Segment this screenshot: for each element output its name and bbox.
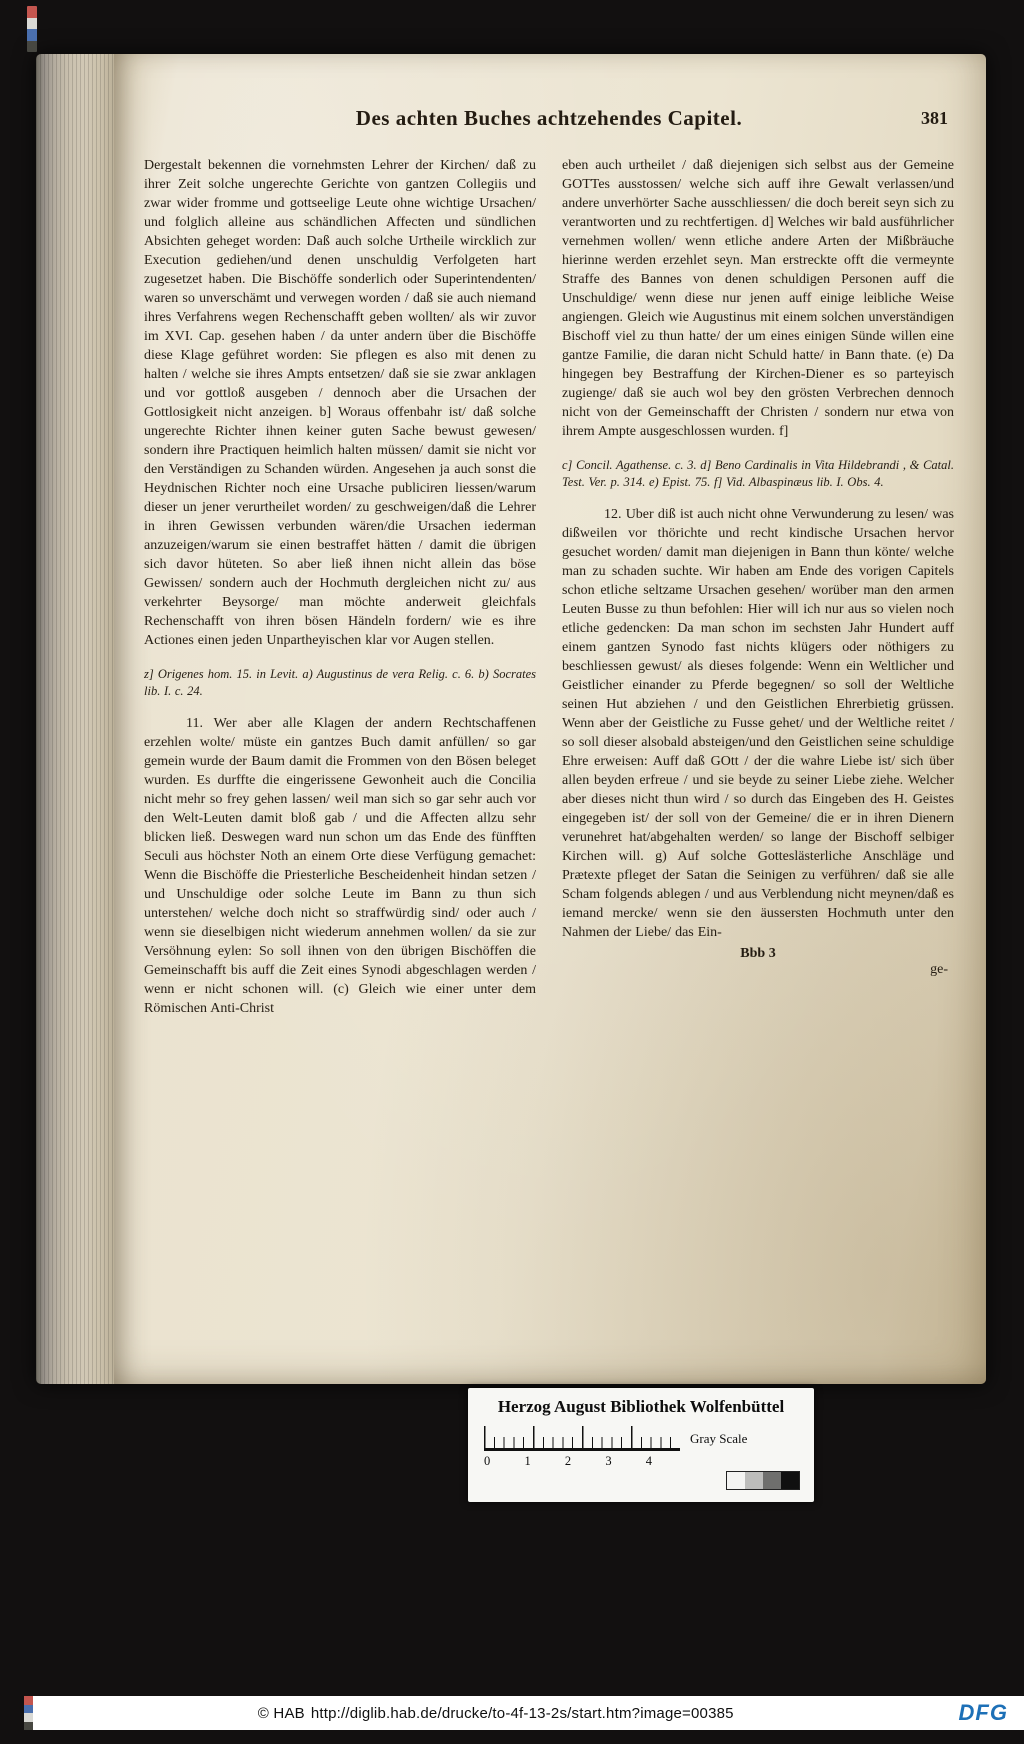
left-paragraph-2: 11. Wer aber alle Klagen der andern Rechtschaffenen erzehlen wolte/ müste ein gantzes Buch damit anfüllen/ so gar gemein wurde der Baum damit die Frommen von den Bösen beleget wurden. Es durffte die eingerissene Gewonheit auch die Concilia nicht mehr so frey gehen lassen/ weil man sich so gar sehr auch vor den Welt-Leuten damit bloß gab / und die Affecten allzu sehr blicken ließ. Deswegen ward nun schon um das Ende des fünfften Seculi aus höchster Noth an einem Orte diese Verfügung gemachet: Wenn die Bischöffe die Priesterliche Bescheidenheit hindan setzen / und Unschuldige oder solche Leute im Bann zu thun sich unterstehen/ welche doch nicht so straffwürdig sind/ oder auch / wenn sie dieselbigen nicht wiederum annehmen wollen/ da sie zur Versöhnung eylen: So soll ihnen von den übrigen Bischöffen die Gemeinschafft bis auff die Zeit eines Synodi abgeschlagen werden / wenn er nicht schonen will. (c) Gleich wie einer unter dem Römischen Anti-Christ xyxy=(144,716,536,1016)
color-calibration-strip-bottom xyxy=(24,1696,33,1730)
right-paragraph-1: eben auch urtheilet / daß diejenigen sich selbst aus der Gemeine GOTTes ausstossen/ welche sich auff ihre Gewalt verlassen/und andere unverhörter Sache ausschliessen/ die doch bereit seyn sich zu verantworten und zu rechtfertigen. d] Welches wir bald ausführlicher vernehmen wollen/ wenn etliche andere Arten der Mißbräuche hierinne werden erzehlet seyn. Man erstreckte offt die vermeynte Straffe des Bannes von denen schuldigen Personen auff die Unschuldige/ wenn diese nur jenen auff einige leibliche Weise angiengen. Gleich wie Augustinus mit einem solchen unverständigen Bischoff viel zu thun hatte/ der um eines einigen Sünde willen eine gantze Familie, die daran nicht Schuld hatte/ in Bann thate. (e) Da hingegen bey Bestraffung der Kirchen-Diener es so parteyisch zugienge/ daß sie auch wol bey den grösten Verbrechen dennoch nicht von der Gemeinschafft der Christen / sondern nur etwa von ihrem Ampte ausgeschlossen wurden. f] xyxy=(562,158,954,439)
calibration-swatch xyxy=(24,1696,33,1705)
calibration-swatch xyxy=(27,18,37,30)
page-header xyxy=(144,106,954,140)
calibration-swatch xyxy=(24,1713,33,1722)
scanned-book-page xyxy=(36,54,986,1384)
gray-step xyxy=(727,1472,745,1489)
right-footnote: c] Concil. Agathense. c. 3. d] Beno Cardinalis in Vita Hildebrandi , & Catal. Test. Ver. p. 314. e) Epist. 75. f] Vid. Albaspinæus lib. I. Obs. 4. xyxy=(562,458,954,489)
cm-ruler xyxy=(484,1425,680,1451)
dfg-logo: DFG xyxy=(958,1700,1008,1725)
calibration-swatch xyxy=(24,1722,33,1731)
calibration-swatch xyxy=(24,1705,33,1714)
right-column xyxy=(562,156,954,1018)
calibration-swatch xyxy=(27,41,37,53)
left-footnote: z] Origenes hom. 15. in Levit. a) Augustinus de vera Relig. c. 6. b) Socrates lib. I. c. 24. xyxy=(144,667,536,698)
gathering-signature: Bbb 3 xyxy=(740,946,776,961)
chapter-title: Des achten Buches achtzehendes Capitel. xyxy=(355,106,743,130)
ruler-number: 3 xyxy=(605,1454,612,1468)
copyright-text: © HAB xyxy=(257,1704,305,1722)
gray-step xyxy=(745,1472,763,1489)
gray-scale-wedge xyxy=(726,1471,800,1490)
folio-number: 381 xyxy=(921,108,948,128)
page-surface xyxy=(114,54,986,1384)
color-calibration-strip-top xyxy=(27,6,37,52)
source-url: http://diglib.hab.de/drucke/to-4f-13-2s/start.htm?image=00385 xyxy=(310,1704,734,1722)
calibration-swatch xyxy=(27,6,37,18)
ruler-number: 0 xyxy=(484,1454,491,1468)
footer-source-line xyxy=(33,1705,959,1722)
right-paragraph-2: 12. Uber diß ist auch nicht ohne Verwunderung zu lesen/ was dißweilen vor thörichte und recht kindische Ursachen hervor gesuchet worden/ damit man diejenigen in Bann thun könte/ welche man zu schaden suchte. Wir haben am Ende des vorigen Capitels schon etliche seltzame Ursachen gesehen/ worüber man den armen Leuten Busse zu thun befohlen: Hier will ich nur aus so vielen noch etliche gedencken: Da man schon im sechsten Jahr Hundert auff einem gantzen Synodo fast nichts klügers oder nöthigers zu beschliessen gewust/ als dieses folgende: Wenn ein Weltlicher und Geistlicher einander zu Pferde begegnen/ so soll der Weltliche seinen Hut abziehen / und den Geistlichen Ehrerbietig grüssen. Wenn aber der Geistliche zu Fusse gehet/ und der Weltliche reitet / so soll dieser alsobald absteigen/und den Geistlichen seine schuldige Ehre erweisen: Auff daß GOtt / der die wahre Liebe ist/ sich über allen beyden erfreue / und sie beyde zu seiner Liebe ziehe. Welcher aber dieses nicht thun wird / so durch das Eingeben des H. Geistes eingegeben ist/ der soll von der Gemeine/ die er in ihren Dienern verunehret hat/abgehalten werden/ so lange der Bischoff selbiger Kirchen will. g) Auf solche Gotteslästerliche Anschläge und Prætexte pfleget der Satan die Seinigen zu verführen/ daß sie alle Scham folgends ablegen / und aus Verblendung nicht meynen/daß es iemand mercke/ wenn sie den äussersten Hochmuth unter den Nahmen der Liebe/ das Ein- xyxy=(562,507,954,940)
text-columns xyxy=(144,156,954,1018)
catchword: ge- xyxy=(930,962,948,977)
gray-step xyxy=(781,1472,799,1489)
library-label-card xyxy=(468,1388,814,1502)
book-page-edges xyxy=(36,54,116,1384)
ruler-number: 1 xyxy=(524,1454,531,1468)
ruler-number: 2 xyxy=(564,1454,572,1468)
left-column xyxy=(144,156,536,1018)
gray-scale-label: Gray Scale xyxy=(690,1431,748,1446)
library-name: Herzog August Bibliothek Wolfenbüttel xyxy=(497,1397,785,1416)
ruler-numbers xyxy=(484,1451,652,1469)
ruler-number: 4 xyxy=(645,1454,652,1468)
left-paragraph-1: Dergestalt bekennen die vornehmsten Lehrer der Kirchen/ daß zu ihrer Zeit solche ungerechte Gerichte von gantzen Collegiis und zwar wider fromme und gottseelige Leute ohne wichtige Ursachen/ und folglich alleine aus schändlichen Affecten und sündlichen Absichten geheget worden: Daß auch solche Urtheile wircklich zur Execution gediehen/und denen unschuldig Verfolgeten hart zugesetzet haben. Die Bischöffe sonderlich oder Superintendenten/ waren so unverschämt und verwegen worden / daß sie auch niemand ihres Verfahrens wegen Rechenschafft geben wollten/ als wir zuvor im XVI. Cap. gesehen haben / da unter andern über die Bischöffe diese Klage geführet worden: Sie pflegen es also mit denen zu halten / welche sie ihres Ampts entsetzen/ daß sie sie zwar anklagen und vor gottloß ausgeben / dennoch aber die Ursachen der Gottlosigkeit nicht anzeigen. b] Woraus offenbahr ist/ daß solche ungerechte Richter ihnen keiner guten Sache bewust gewesen/ sondern ihre Practiquen heimlich halten müssen/ damit sie nicht vor den Verständigen zu Schanden würden. Angesehen ja auch sonst die Heydnischen Richter noch eine Ursache publiciren liessen/warum dieser un jener verurtheilet worden/ zu geschweigen/daß die Lehrer in ihren Gewissen verbunden wären/die Ursachen iederman anzuzeigen/warum sie einen bestraffet hätten / damit die übrigen sich davor hüteten. So aber ließ ihnen nicht allein das böse Gewissen/ sondern auch der Hochmuth dergleichen nicht zu/ aus verkehrter Beysorge/ man möchte anderweit gleichfals Rechenschafft von ihren bösen Händeln fordern/ wie es ihre Actiones einen jeden Unpartheyischen klar vor Augen stellen. xyxy=(144,158,536,648)
calibration-swatch xyxy=(27,29,37,41)
footer-bar xyxy=(24,1696,1024,1730)
calibration-ruler-row xyxy=(468,1417,814,1451)
gray-step xyxy=(763,1472,781,1489)
